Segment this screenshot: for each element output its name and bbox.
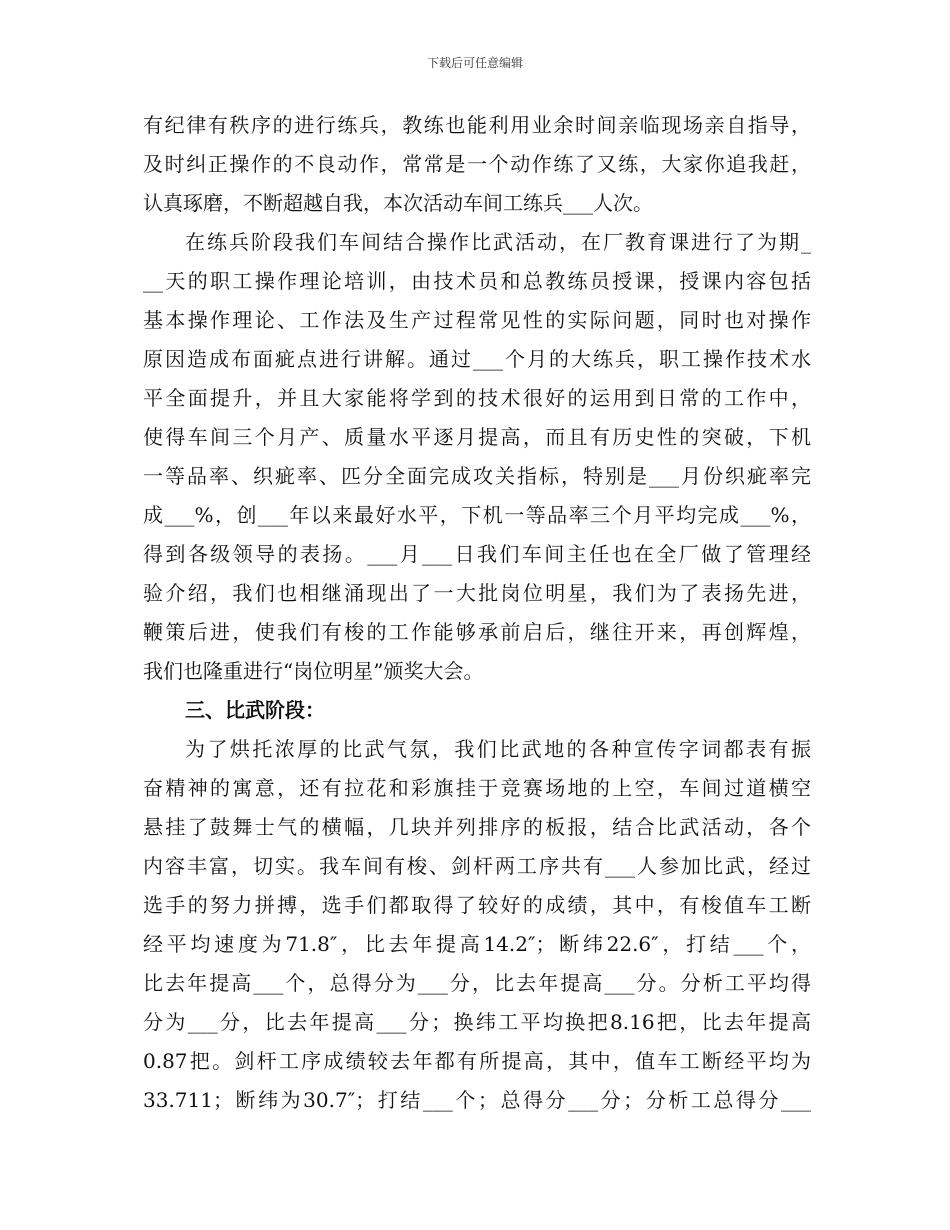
text-line: 及时纠正操作的不良动作，常常是一个动作练了又练，大家你追我赶， <box>143 152 811 176</box>
text-line: 分为___分，比去年提高___分；换纬工平均换把8.16把，比去年提高 <box>143 1010 811 1034</box>
text-line: 我们也隆重进行“岗位明星”颁奖大会。 <box>143 659 484 683</box>
text-line: 鞭策后进，使我们有梭的工作能够承前启后，继往开来，再创辉煌， <box>143 620 811 644</box>
text-line: 经平均速度为71.8″，比去年提高14.2″；断纬22.6″，打结___个， <box>143 932 811 956</box>
text-line: 内容丰富，切实。我车间有梭、剑杆两工序共有___人参加比武，经过 <box>143 854 811 878</box>
text-line: 验介绍，我们也相继涌现出了一大批岗位明星，我们为了表扬先进， <box>143 581 811 605</box>
text-line: 一等品率、织疵率、匹分全面完成攻关指标，特别是___月份织疵率完 <box>143 464 811 488</box>
text-line: 认真琢磨，不断超越自我，本次活动车间工练兵___人次。 <box>143 191 653 215</box>
text-line: 在练兵阶段我们车间结合操作比武活动，在厂教育课进行了为期_ <box>185 230 811 254</box>
text-line: 0.87把。剑杆工序成绩较去年都有所提高，其中，值车工断经平均为 <box>143 1049 811 1073</box>
page-header: 下载后可任意编辑 <box>426 56 523 70</box>
text-line: 得到各级领导的表扬。___月___日我们车间主任也在全厂做了管理经 <box>143 542 811 566</box>
text-line: 平全面提升，并且大家能将学到的技术很好的运用到日常的工作中， <box>143 386 811 410</box>
text-line: 33.711；断纬为30.7″；打结___个；总得分___分；分析工总得分___ <box>143 1088 811 1112</box>
text-line: 有纪律有秩序的进行练兵，教练也能利用业余时间亲临现场亲自指导， <box>143 113 811 137</box>
text-line: 为了烘托浓厚的比武气氛，我们比武地的各种宣传字词都表有振 <box>185 737 811 761</box>
section-heading: 三、比武阶段： <box>185 698 325 722</box>
text-line: 比去年提高___个，总得分为___分，比去年提高___分。分析工平均得 <box>143 971 811 995</box>
text-line: 悬挂了鼓舞士气的横幅，几块并列排序的板报，结合比武活动，各个 <box>143 815 811 839</box>
text-line: 原因造成布面疵点进行讲解。通过___个月的大练兵，职工操作技术水 <box>143 347 811 371</box>
text-line: 使得车间三个月产、质量水平逐月提高，而且有历史性的突破，下机 <box>143 425 811 449</box>
text-line: 基本操作理论、工作法及生产过程常见性的实际问题，同时也对操作 <box>143 308 811 332</box>
text-line: __天的职工操作理论培训，由技术员和总教练员授课，授课内容包括 <box>143 269 811 293</box>
text-line: 奋精神的寓意，还有拉花和彩旗挂于竞赛场地的上空，车间过道横空 <box>143 776 811 800</box>
document-body <box>143 106 811 1120</box>
text-line: 选手的努力拼搏，选手们都取得了较好的成绩，其中，有梭值车工断 <box>143 893 811 917</box>
text-line: 成___%，创___年以来最好水平，下机一等品率三个月平均完成___%， <box>143 503 811 527</box>
